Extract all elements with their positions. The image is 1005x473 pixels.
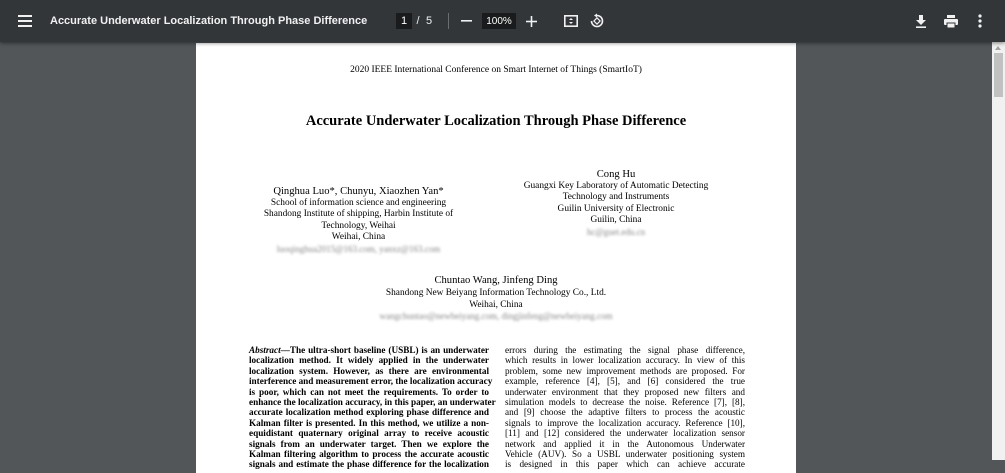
toolbar-divider xyxy=(448,13,449,29)
abstract-line: interference and measurement error, the localization accuracy xyxy=(249,376,493,387)
author-email: luoqinghua2015@163.com, yanxz@163.com xyxy=(276,243,441,254)
body-line: errors during the estimating the signal phase difference, xyxy=(505,345,745,355)
vertical-scrollbar[interactable] xyxy=(992,42,1005,460)
paper-title: Accurate Underwater Localization Through Phase Difference xyxy=(305,113,687,129)
pdf-viewer[interactable] xyxy=(0,42,1005,470)
abstract-line: localization method. It widely applied in the underwater xyxy=(249,355,489,366)
body-line: network and applied it in the Autonomous Underwater xyxy=(505,438,745,449)
document-title: Accurate Underwater Localization Through Phase Difference xyxy=(50,15,368,27)
conference-header: 2020 IEEE International Conference on Smart Internet of Things (SmartIoT) xyxy=(350,65,642,75)
affiliation-line: Guilin, China xyxy=(590,215,642,226)
total-pages: 5 xyxy=(425,15,433,27)
body-line: and [9] choose the adaptive filters to process the acoustic xyxy=(505,407,745,418)
abstract-column xyxy=(249,345,496,470)
page-separator: / xyxy=(416,15,420,27)
author-names: Chuntao Wang, Jinfeng Ding xyxy=(434,275,558,286)
zoom-level-input[interactable]: 100% xyxy=(482,13,516,29)
abstract-line: signals and estimate the phase difference for the localization xyxy=(249,459,489,470)
affiliation-line: Technology, Weihai xyxy=(321,220,396,231)
affiliation-line: Guilin University of Electronic xyxy=(557,203,675,214)
abstract-line: localization system. However, as there are environmental xyxy=(249,365,489,376)
scroll-thumb[interactable] xyxy=(994,53,1003,97)
author-block-left xyxy=(236,185,481,254)
abstract-line: enhance the localization accuracy, in this paper, an underwater xyxy=(249,397,496,408)
body-line: is designed in this paper which can achieve accurate xyxy=(505,459,745,470)
abstract-line: Kalman filter is presented. In this method, we utilize a non- xyxy=(249,417,489,428)
author-block-right xyxy=(496,168,736,237)
body-line: example, reference [4], [5], and [6] considered the true xyxy=(505,376,745,387)
affiliation-line: Shandong Institute of shipping, Harbin Institute of xyxy=(263,209,454,220)
abstract-line: signals from an underwater target. Then we explore the xyxy=(249,438,489,449)
affiliation-line: Weihai, China xyxy=(331,232,386,243)
author-email: hc@guet.edu.cn xyxy=(586,226,646,237)
author-names: Qinghua Luo*, Chunyu, Xiaozhen Yan* xyxy=(273,186,444,197)
abstract-line: Abstract—The ultra-short baseline (USBL) is an underwater xyxy=(249,345,489,355)
fit-to-page-icon[interactable] xyxy=(561,0,581,42)
body-line: problem, some new improvement methods are proposed. For xyxy=(505,365,745,376)
affiliation-line: Shandong New Beiyang Information Technology Co., Ltd. xyxy=(385,288,607,298)
zoom-out-icon[interactable] xyxy=(456,0,476,42)
affiliation-line: Weihai, China xyxy=(469,299,523,310)
abstract-line: equidistant quaternary original array to receive acoustic xyxy=(249,428,489,439)
abstract-line: Kalman filtering algorithm to process the accurate acoustic xyxy=(249,449,489,460)
body-line: underwater environment that they proposed new filters and xyxy=(505,386,745,397)
menu-icon[interactable] xyxy=(8,0,42,42)
rotate-icon[interactable] xyxy=(587,0,607,42)
print-icon[interactable] xyxy=(941,0,961,42)
current-page-input[interactable]: 1 xyxy=(396,13,412,29)
affiliation-line: School of information science and engineering xyxy=(270,198,447,208)
body-line: signals to improve the localization accuracy. Reference [10], xyxy=(505,417,745,428)
author-names: Cong Hu xyxy=(596,169,636,180)
body-line: [11] and [12] considered the underwater localization sensor xyxy=(505,428,745,439)
more-vert-icon[interactable] xyxy=(972,0,988,42)
scroll-up-arrow-icon[interactable] xyxy=(995,46,1001,50)
body-line: Vehicle (AUV). So a USBL underwater positioning system xyxy=(505,449,745,460)
body-column-right xyxy=(505,345,745,470)
author-block-bottom xyxy=(196,274,796,321)
pdf-toolbar xyxy=(0,0,1005,42)
affiliation-line: Technology and Instruments xyxy=(562,192,670,203)
abstract-label: Abstract xyxy=(249,345,281,355)
affiliation-line: Guangxi Key Laboratory of Automatic Detecting xyxy=(523,181,709,191)
body-line: which results in lower localization accuracy. In view of this xyxy=(505,355,745,366)
body-line: simulation models to decrease the noise. Reference [7], [8], xyxy=(505,397,745,408)
zoom-in-icon[interactable] xyxy=(521,0,541,42)
download-icon[interactable] xyxy=(911,0,931,42)
author-email: wangchuntao@newbeiyang.com, dingjinfeng@newbeiyang.com xyxy=(379,311,613,322)
pdf-page xyxy=(196,43,796,473)
abstract-line: is poor, which can not meet the requirements. To order to xyxy=(249,386,489,397)
abstract-line: accurate localization method exploring phase difference and xyxy=(249,407,489,418)
